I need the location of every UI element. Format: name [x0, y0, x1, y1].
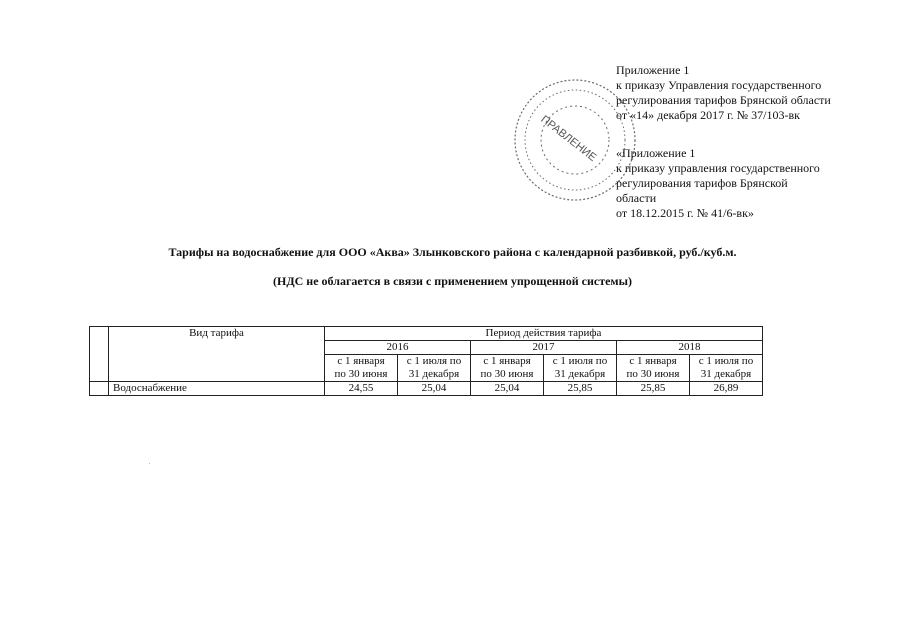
appendix-line: от 18.12.2015 г. № 41/6-вк» [616, 206, 754, 220]
year-header: 2016 [325, 341, 471, 355]
period-line1: с 1 июля по [698, 355, 754, 367]
period-cell [325, 355, 398, 382]
year-header: 2017 [471, 341, 617, 355]
period-cell [617, 355, 690, 382]
period-cell [398, 355, 471, 382]
tariff-value: 25,04 [398, 382, 471, 396]
period-line2: 31 декабря [554, 368, 606, 380]
period-line2: 31 декабря [408, 368, 460, 380]
year-header: 2018 [617, 341, 763, 355]
appendix-line: регулирования тарифов Брянской области [616, 93, 831, 107]
appendix-line: области [616, 191, 657, 205]
period-line2: 31 декабря [700, 368, 752, 380]
period-cell [471, 355, 544, 382]
row-number-cell [90, 327, 109, 382]
appendix-line: к приказу управления государственного [616, 161, 820, 175]
row-number-cell [90, 382, 109, 396]
period-line2: по 30 июня [626, 368, 680, 380]
document-title: Тарифы на водоснабжение для ООО «Аква» Злынковского района с календарной разбивкой, руб./куб.м. [168, 245, 737, 259]
tariff-value: 25,85 [544, 382, 617, 396]
tariff-kind-header: Вид тарифа [109, 327, 325, 382]
scan-artifact [149, 463, 150, 464]
period-line1: с 1 января [629, 355, 677, 367]
period-line2: по 30 июня [480, 368, 534, 380]
tariff-value: 24,55 [325, 382, 398, 396]
period-cell [544, 355, 617, 382]
tariff-table [89, 326, 763, 396]
period-line1: с 1 января [337, 355, 385, 367]
tariff-value: 26,89 [690, 382, 763, 396]
vat-note: (НДС не облагается в связи с применением упрощенной системы) [273, 274, 632, 288]
period-line1: с 1 июля по [406, 355, 462, 367]
tariff-value: 25,04 [471, 382, 544, 396]
appendix-line: Приложение 1 [616, 63, 690, 77]
appendix-line: «Приложение 1 [616, 146, 696, 160]
tariff-kind: Водоснабжение [109, 382, 325, 396]
stamp-text: ПРАВЛЕНИЕ [538, 113, 599, 164]
period-cell [690, 355, 763, 382]
appendix-header-new [616, 63, 831, 123]
period-line1: с 1 января [483, 355, 531, 367]
appendix-header-old [616, 146, 820, 221]
appendix-line: регулирования тарифов Брянской [616, 176, 788, 190]
table-header-row [90, 327, 763, 341]
period-line2: по 30 июня [334, 368, 388, 380]
period-header: Период действия тарифа [325, 327, 763, 341]
appendix-line: от «14» декабря 2017 г. № 37/103-вк [616, 108, 800, 122]
table-row [90, 382, 763, 396]
period-line1: с 1 июля по [552, 355, 608, 367]
tariff-value: 25,85 [617, 382, 690, 396]
appendix-line: к приказу Управления государственного [616, 78, 822, 92]
